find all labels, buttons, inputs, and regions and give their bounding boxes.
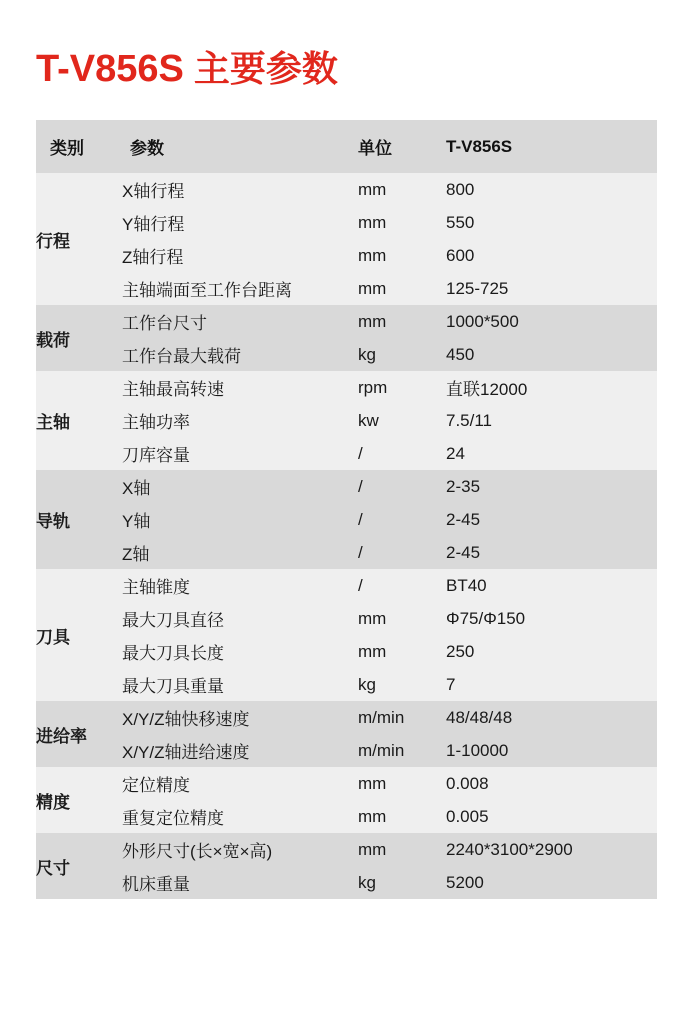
- header-parameter: 参数: [122, 120, 358, 173]
- cell-category: 行程: [36, 173, 122, 305]
- table-row: [36, 305, 657, 338]
- cell-parameter: 主轴功率: [122, 404, 358, 437]
- table-row: [36, 866, 657, 899]
- cell-value: 24: [446, 437, 657, 470]
- cell-unit: kg: [358, 866, 446, 899]
- cell-value: 5200: [446, 866, 657, 899]
- cell-value: 600: [446, 239, 657, 272]
- table-row: [36, 338, 657, 371]
- cell-unit: rpm: [358, 371, 446, 404]
- cell-parameter: 最大刀具长度: [122, 635, 358, 668]
- cell-category: 精度: [36, 767, 122, 833]
- cell-unit: kg: [358, 338, 446, 371]
- cell-value: 125-725: [446, 272, 657, 305]
- cell-parameter: X轴行程: [122, 173, 358, 206]
- table-row: [36, 173, 657, 206]
- cell-unit: m/min: [358, 734, 446, 767]
- page-title-model: T-V856S: [36, 48, 184, 90]
- cell-unit: mm: [358, 305, 446, 338]
- table-row: [36, 470, 657, 503]
- header-value: T-V856S: [446, 120, 657, 173]
- cell-parameter: 主轴端面至工作台距离: [122, 272, 358, 305]
- cell-parameter: 主轴最高转速: [122, 371, 358, 404]
- table-row: [36, 569, 657, 602]
- cell-unit: mm: [358, 206, 446, 239]
- table-row: [36, 404, 657, 437]
- cell-unit: mm: [358, 833, 446, 866]
- cell-unit: mm: [358, 239, 446, 272]
- table-row: [36, 833, 657, 866]
- cell-unit: /: [358, 503, 446, 536]
- cell-value: 450: [446, 338, 657, 371]
- cell-unit: m/min: [358, 701, 446, 734]
- table-row: [36, 437, 657, 470]
- table-row: [36, 734, 657, 767]
- cell-parameter: X/Y/Z轴进给速度: [122, 734, 358, 767]
- cell-unit: /: [358, 536, 446, 569]
- cell-unit: mm: [358, 800, 446, 833]
- cell-value: 1-10000: [446, 734, 657, 767]
- page-title: [0, 0, 693, 88]
- table-row: [36, 602, 657, 635]
- cell-value: 0.005: [446, 800, 657, 833]
- cell-unit: /: [358, 437, 446, 470]
- cell-parameter: Z轴行程: [122, 239, 358, 272]
- cell-unit: mm: [358, 173, 446, 206]
- cell-parameter: X轴: [122, 470, 358, 503]
- cell-category: 载荷: [36, 305, 122, 371]
- cell-category: 主轴: [36, 371, 122, 470]
- cell-unit: kw: [358, 404, 446, 437]
- cell-parameter: 刀库容量: [122, 437, 358, 470]
- cell-parameter: Z轴: [122, 536, 358, 569]
- cell-unit: /: [358, 470, 446, 503]
- table-header-row: [36, 120, 657, 173]
- cell-category: 刀具: [36, 569, 122, 701]
- cell-value: 550: [446, 206, 657, 239]
- cell-value: 1000*500: [446, 305, 657, 338]
- cell-value: 2-45: [446, 503, 657, 536]
- table-row: [36, 800, 657, 833]
- cell-value: 800: [446, 173, 657, 206]
- table-row: [36, 371, 657, 404]
- table-row: [36, 668, 657, 701]
- table-row: [36, 503, 657, 536]
- table-row: [36, 767, 657, 800]
- cell-unit: /: [358, 569, 446, 602]
- cell-value: 直联12000: [446, 371, 657, 404]
- cell-value: 0.008: [446, 767, 657, 800]
- cell-value: 7: [446, 668, 657, 701]
- specification-table: [36, 120, 657, 899]
- cell-category: 尺寸: [36, 833, 122, 899]
- header-unit: 单位: [358, 120, 446, 173]
- table-row: [36, 206, 657, 239]
- cell-unit: mm: [358, 602, 446, 635]
- cell-parameter: 最大刀具重量: [122, 668, 358, 701]
- cell-parameter: 外形尺寸(长×宽×高): [122, 833, 358, 866]
- cell-parameter: 主轴锥度: [122, 569, 358, 602]
- cell-unit: mm: [358, 767, 446, 800]
- cell-value: 2-35: [446, 470, 657, 503]
- cell-value: Φ75/Φ150: [446, 602, 657, 635]
- cell-unit: kg: [358, 668, 446, 701]
- table-row: [36, 239, 657, 272]
- table-row: [36, 701, 657, 734]
- cell-value: BT40: [446, 569, 657, 602]
- cell-parameter: 工作台最大载荷: [122, 338, 358, 371]
- cell-value: 2240*3100*2900: [446, 833, 657, 866]
- page-title-text: 主要参数: [193, 48, 338, 89]
- cell-value: 48/48/48: [446, 701, 657, 734]
- cell-value: 2-45: [446, 536, 657, 569]
- cell-parameter: 最大刀具直径: [122, 602, 358, 635]
- header-category: 类别: [36, 120, 122, 173]
- cell-parameter: 工作台尺寸: [122, 305, 358, 338]
- cell-value: 7.5/11: [446, 404, 657, 437]
- cell-parameter: X/Y/Z轴快移速度: [122, 701, 358, 734]
- cell-unit: mm: [358, 635, 446, 668]
- cell-parameter: 机床重量: [122, 866, 358, 899]
- table-row: [36, 272, 657, 305]
- cell-parameter: Y轴行程: [122, 206, 358, 239]
- table-row: [36, 635, 657, 668]
- cell-value: 250: [446, 635, 657, 668]
- cell-category: 进给率: [36, 701, 122, 767]
- cell-category: 导轨: [36, 470, 122, 569]
- cell-parameter: 重复定位精度: [122, 800, 358, 833]
- cell-parameter: Y轴: [122, 503, 358, 536]
- cell-unit: mm: [358, 272, 446, 305]
- cell-parameter: 定位精度: [122, 767, 358, 800]
- table-row: [36, 536, 657, 569]
